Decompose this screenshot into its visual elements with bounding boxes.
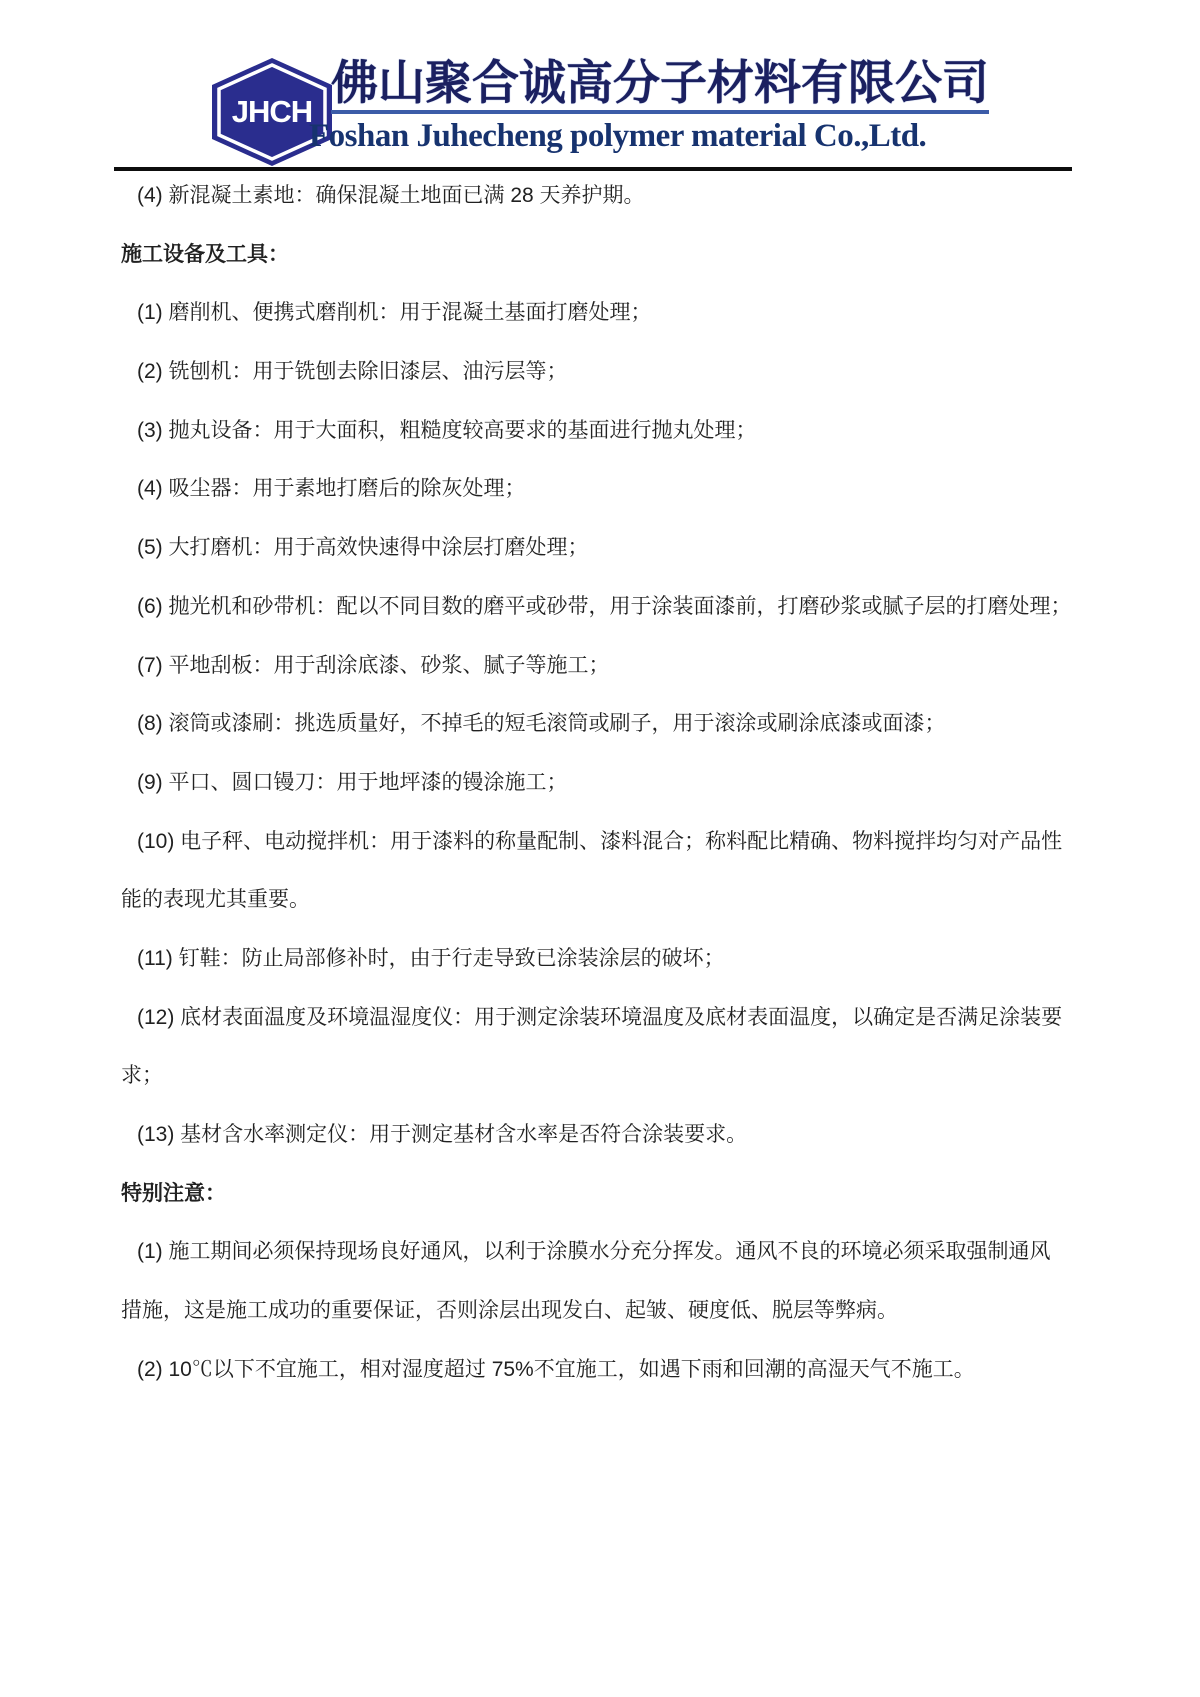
section-heading: 特别注意：: [121, 1181, 226, 1205]
doc-line: (1) 磨削机、便携式磨削机：用于混凝土基面打磨处理；: [137, 301, 652, 325]
doc-line: (4) 吸尘器：用于素地打磨后的除灰处理；: [137, 477, 526, 501]
doc-line: (4) 新混凝土素地：确保混凝土地面已满 28 天养护期。: [137, 184, 645, 207]
doc-line: (1) 施工期间必须保持现场良好通风，以利于涂膜水分充分挥发。通风不良的环境必须采取强制通风: [137, 1240, 1051, 1264]
doc-line: (6) 抛光机和砂带机：配以不同目数的磨平或砂带，用于涂装面漆前，打磨砂浆或腻子层的打磨处理；: [137, 594, 1072, 618]
company-name-chinese: 佛山聚合诚高分子材料有限公司: [331, 57, 989, 114]
doc-line: (13) 基材含水率测定仪：用于测定基材含水率是否符合涂装要求。: [137, 1123, 748, 1146]
doc-line: (11) 钉鞋：防止局部修补时，由于行走导致已涂装涂层的破坏；: [137, 946, 725, 970]
logo-monogram-text: JHCH: [231, 94, 313, 129]
document-body: [121, 167, 1170, 1399]
section-heading: 施工设备及工具：: [121, 242, 289, 266]
doc-line: (2) 铣刨机：用于铣刨去除旧漆层、油污层等；: [137, 360, 568, 384]
doc-line: (7) 平地刮板：用于刮涂底漆、砂浆、腻子等施工；: [137, 653, 610, 677]
doc-line: 求；: [121, 1064, 163, 1088]
doc-line: (3) 抛丸设备：用于大面积，粗糙度较高要求的基面进行抛丸处理；: [137, 418, 757, 442]
doc-line: 措施，这是施工成功的重要保证，否则涂层出现发白、起皱、硬度低、脱层等弊病。: [121, 1299, 898, 1323]
doc-line: (5) 大打磨机：用于高效快速得中涂层打磨处理；: [137, 536, 589, 560]
doc-line: (8) 滚筒或漆刷：挑选质量好，不掉毛的短毛滚筒或刷子，用于滚涂或刷涂底漆或面漆；: [137, 712, 946, 736]
company-name-english: Foshan Juhecheng polymer material Co.,Ltd.: [309, 118, 927, 154]
doc-line: (10) 电子秤、电动搅拌机：用于漆料的称量配制、漆料混合；称料配比精确、物料搅拌均匀对产品性: [137, 829, 1063, 853]
doc-line: (9) 平口、圆口镘刀：用于地坪漆的镘涂施工；: [137, 770, 568, 794]
doc-line: 能的表现尤其重要。: [121, 888, 310, 912]
doc-line: (2) 10℃以下不宜施工，相对湿度超过 75%不宜施工，如遇下雨和回潮的高湿天气不施工。: [137, 1357, 975, 1381]
doc-line: (12) 底材表面温度及环境温湿度仪：用于测定涂装环境温度及底材表面温度，以确定是否满足涂装要: [137, 1005, 1063, 1029]
